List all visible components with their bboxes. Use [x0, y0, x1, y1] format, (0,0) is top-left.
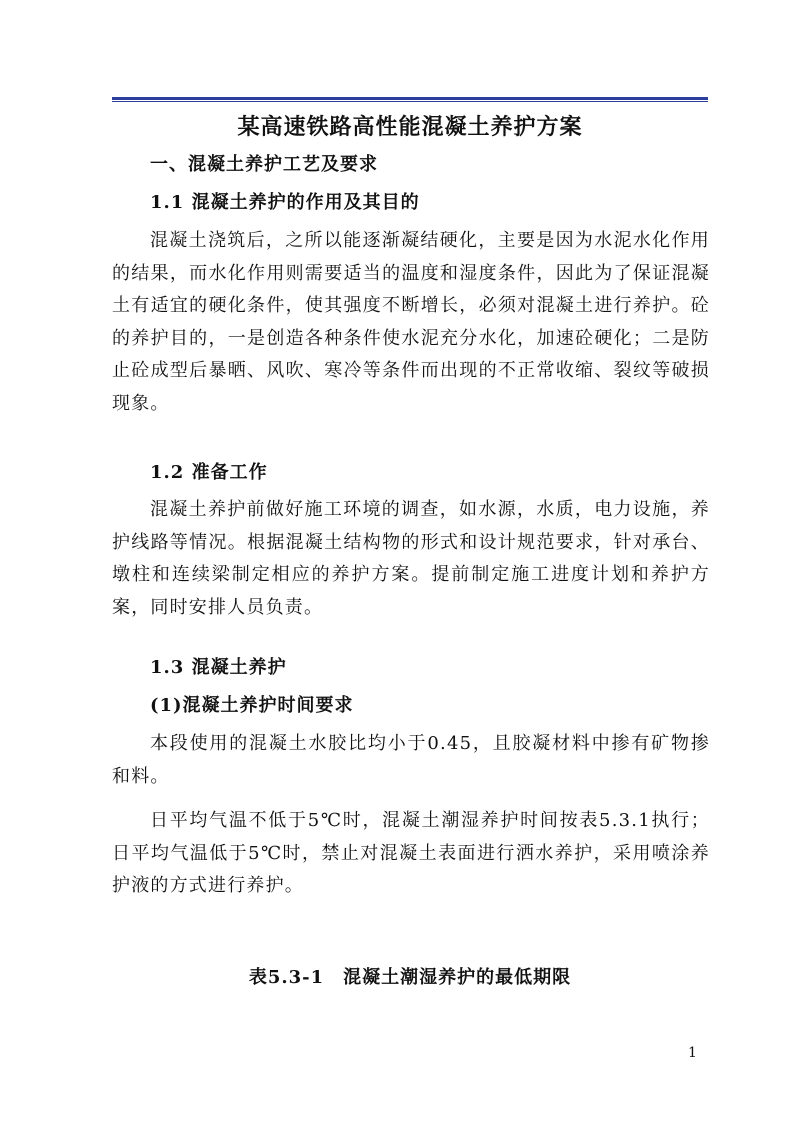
subsection-1-3-heading: 1.3 混凝土养护 [150, 657, 287, 678]
table-caption: 表5.3-1 混凝土潮湿养护的最低期限 [248, 967, 572, 988]
header-rule-thin [112, 101, 708, 102]
section-1-heading: 一、混凝土养护工艺及要求 [150, 154, 378, 175]
page-number: 1 [688, 1045, 697, 1061]
item-1-heading: (1)混凝土养护时间要求 [150, 695, 354, 716]
header-rule-thick [112, 97, 708, 100]
item-1-paragraph-b: 日平均气温不低于5℃时，混凝土潮湿养护时间按表5.3.1执行；日平均气温低于5℃时，禁止对混凝土表面进行洒水养护，采用喷涂养护液的方式进行养护。 [112, 810, 710, 896]
subsection-1-2-paragraph: 混凝土养护前做好施工环境的调查，如水源，水质，电力设施，养护线路等情况。根据混凝土结构物的形式和设计规范要求，针对承台、墩柱和连续梁制定相应的养护方案。提前制定施工进度计划和养护方案，同时安排人员负责。 [112, 499, 710, 618]
document-title: 某高速铁路高性能混凝土养护方案 [237, 114, 583, 140]
subsection-1-1-heading: 1.1 混凝土养护的作用及其目的 [150, 192, 420, 213]
item-1-paragraph-a: 本段使用的混凝土水胶比均小于0.45，且胶凝材料中掺有矿物掺和料。 [112, 733, 710, 787]
header-rule [112, 97, 708, 102]
subsection-1-1-paragraph: 混凝土浇筑后，之所以能逐渐凝结硬化，主要是因为水泥水化作用的结果，而水化作用则需要适当的温度和湿度条件，因此为了保证混凝土有适宜的硬化条件，使其强度不断增长，必须对混凝土进行养护。砼的养护目的，一是创造各种条件使水泥充分水化，加速砼硬化；二是防止砼成型后暴晒、风吹、寒冷等条件而出现的不正常收缩、裂纹等破损现象。 [112, 230, 710, 414]
subsection-1-2-heading: 1.2 准备工作 [150, 462, 268, 483]
